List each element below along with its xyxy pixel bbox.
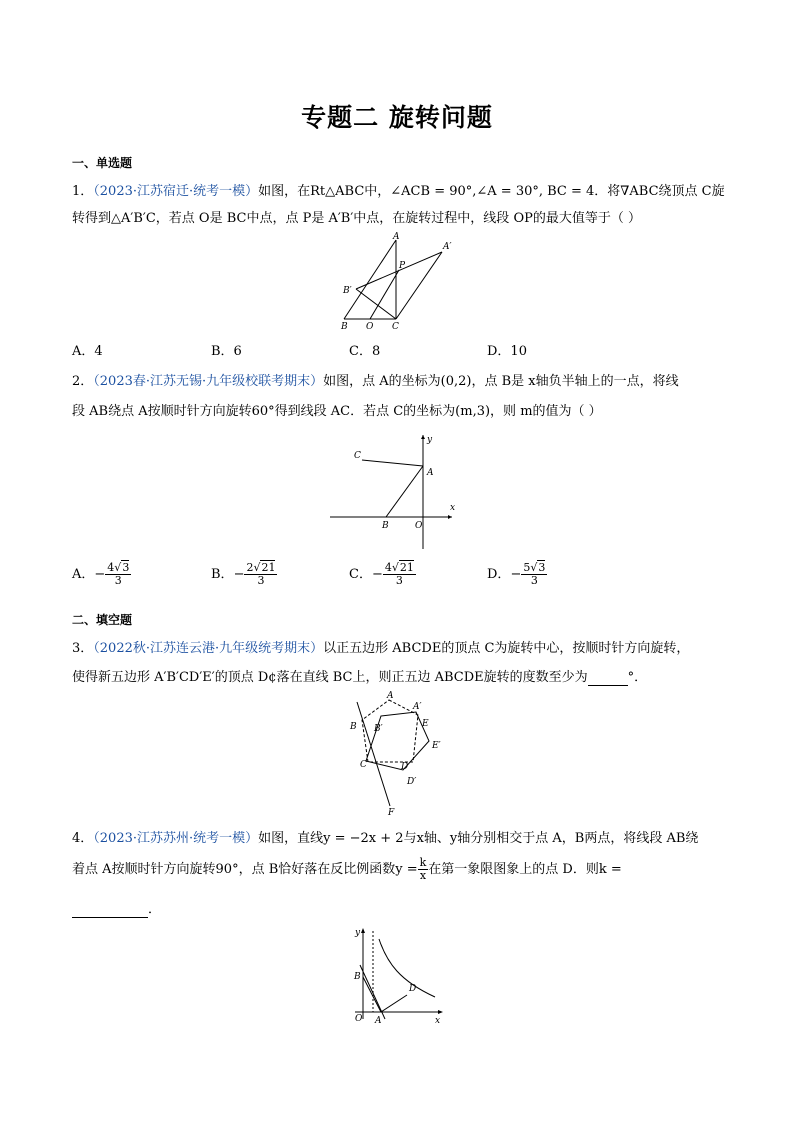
q3-figure xyxy=(345,688,455,818)
q2-figure xyxy=(330,433,460,553)
q3-label-A: A xyxy=(387,691,394,701)
q1-option-c: C．8 xyxy=(349,344,381,359)
q1-label-A: A xyxy=(393,232,400,242)
q4-text-2: 着点 A按顺时针方向旋转90°，点 B恰好落在反比例函数y = xyxy=(72,862,418,877)
q4-figure xyxy=(345,925,450,1025)
q2-option-b-fraction: $\frac{2√21}{3}$ xyxy=(246,561,276,587)
q1-text-1: 如图，在Rt△ABC中，∠ACB = 90°,∠A = 30°, BC = 4．将∇ABC绕顶点 C旋 xyxy=(258,184,725,199)
q2-label-B: B xyxy=(382,521,389,531)
q2-number: 2． xyxy=(72,374,94,389)
q1-line-1 xyxy=(72,180,724,199)
q1-label-A-prime: A′ xyxy=(443,242,452,252)
q4-label-y: y xyxy=(355,928,361,938)
q4-number: 4． xyxy=(72,831,94,846)
q3-label-F: F xyxy=(388,808,395,818)
q2-option-d: D．− $\frac{5√3}{3}$ xyxy=(487,561,546,587)
q3-label-E-prime: E′ xyxy=(432,741,441,751)
q2-option-b: B．− $\frac{2√21}{3}$ xyxy=(211,561,276,587)
q2-label-x: x xyxy=(450,503,456,513)
q2-label-O: O xyxy=(415,521,423,531)
q3-label-E: E xyxy=(422,719,429,729)
q4-line-2 xyxy=(72,857,724,882)
q4-text-3: 在第一象限图象上的点 D．则k = xyxy=(428,862,622,877)
q3-label-C: C xyxy=(360,760,367,770)
q2-label-C: C xyxy=(354,451,361,461)
q4-label-x: x xyxy=(435,1016,441,1026)
q3-label-B-prime: B′ xyxy=(374,724,383,734)
q1-source: （2023·江苏宿迁·统考一模） xyxy=(93,184,259,199)
q1-label-O: O xyxy=(366,322,374,332)
q2-line-1 xyxy=(72,370,724,389)
page-title: 专题二 旋转问题 xyxy=(301,103,493,132)
q3-label-B: B xyxy=(350,722,357,732)
q2-option-c-fraction: $\frac{4√21}{3}$ xyxy=(384,561,414,587)
q1-option-d: D．10 xyxy=(487,344,527,359)
q2-option-d-fraction: $\frac{5√3}{3}$ xyxy=(523,561,546,587)
q3-label-D-prime: D′ xyxy=(407,777,417,787)
q2-option-c: C．− $\frac{4√21}{3}$ xyxy=(349,561,414,587)
q3-number: 3． xyxy=(72,641,94,656)
q4-label-D: D xyxy=(409,984,417,994)
q3-line-2 xyxy=(72,666,724,686)
q1-label-C: C xyxy=(392,322,399,332)
q3-label-A-prime: A′ xyxy=(413,702,422,712)
section-heading-fill-blank: 二、填空题 xyxy=(72,613,133,627)
q4-line-1 xyxy=(72,827,724,846)
q4-label-O: O xyxy=(355,1014,363,1024)
q1-label-B: B xyxy=(341,322,348,332)
q4-text-4: ． xyxy=(148,902,162,917)
q2-label-A: A xyxy=(427,468,434,478)
q4-source: （2023·江苏苏州·统考一模） xyxy=(93,831,259,846)
q3-source: （2022秋·江苏连云港·九年级统考期末） xyxy=(93,641,324,656)
q1-label-P: P xyxy=(399,261,406,271)
q4-text-1: 如图，直线y = −2x + 2与x轴、y轴分别相交于点 A，B两点，将线段 AB绕 xyxy=(258,831,699,846)
q1-number: 1． xyxy=(72,184,94,199)
q2-text-1: 如图，点 A的坐标为(0,2)，点 B是 x轴负半轴上的一点，将线 xyxy=(323,374,679,389)
q3-text-3: °． xyxy=(627,670,648,685)
q4-label-B: B xyxy=(354,972,361,982)
q2-line-2: 段 AB绕点 A按顺时针方向旋转60°得到线段 AC．若点 C的坐标为(m,3)，则 m的值为（ ） xyxy=(72,404,602,419)
q3-line-1 xyxy=(72,637,724,656)
q1-line-2: 转得到△A′B′C，若点 O是 BC中点，点 P是 A′B′中点，在旋转过程中，线段 OP的最大值等于（ ） xyxy=(72,211,641,226)
q2-source: （2023春·江苏无锡·九年级校联考期末） xyxy=(93,374,324,389)
q1-option-b: B．6 xyxy=(211,344,242,359)
q2-option-a: A．− $\frac{4√3}{3}$ xyxy=(72,561,130,587)
q4-line-3 xyxy=(72,898,724,918)
q1-option-a: A．4 xyxy=(72,344,103,359)
q3-label-D: D xyxy=(401,762,409,772)
q3-text-1: 以正五边形 ABCDE的顶点 C为旋转中心，按顺时针方向旋转， xyxy=(323,641,690,656)
q2-option-a-fraction: $\frac{4√3}{3}$ xyxy=(107,561,130,587)
q4-answer-blank[interactable] xyxy=(72,902,148,918)
q2-label-y: y xyxy=(427,435,433,445)
q4-fraction-k-over-x: $\frac{k}{x}$ xyxy=(419,856,427,882)
q3-answer-blank[interactable] xyxy=(588,670,628,686)
section-heading-single-choice: 一、单选题 xyxy=(72,156,133,170)
q4-label-A: A xyxy=(375,1016,382,1026)
q3-text-2: 使得新五边形 A′B′CD′E′的顶点 D¢落在直线 BC上，则正五边 ABCDE旋转的度数至少为 xyxy=(72,670,588,685)
q1-figure xyxy=(338,232,458,332)
q1-label-B-prime: B′ xyxy=(343,286,352,296)
